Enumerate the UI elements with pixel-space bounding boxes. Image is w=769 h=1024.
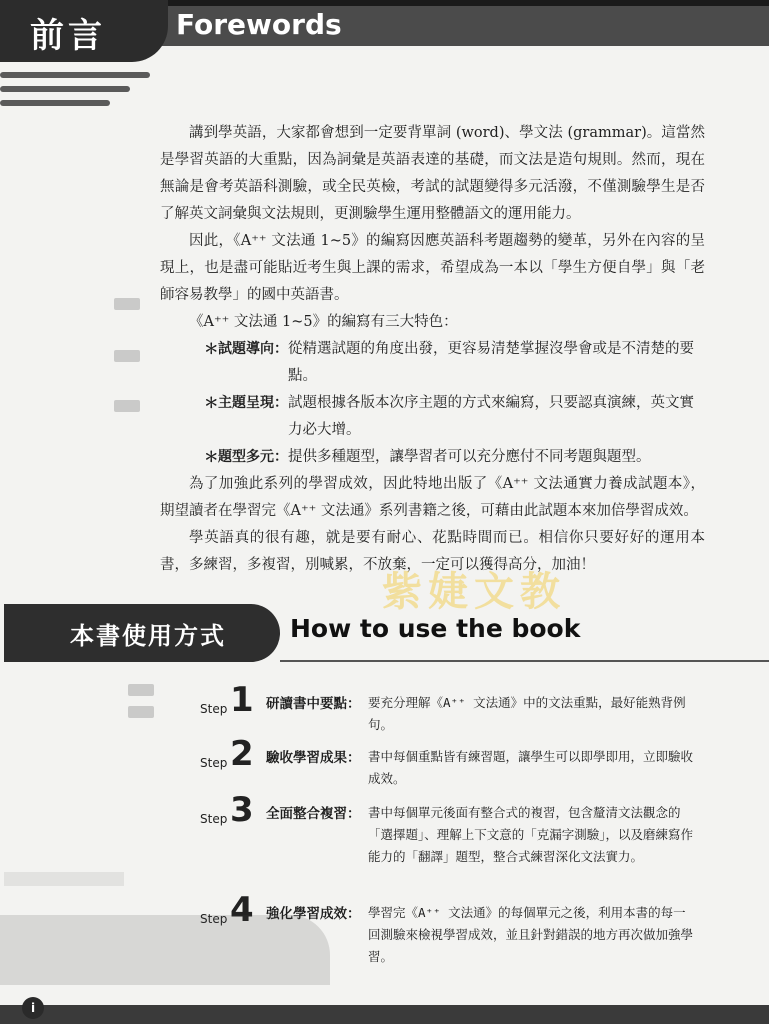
watermark: 紫婕文教 <box>382 568 566 615</box>
step-number: 3 <box>230 790 254 830</box>
step-number: 2 <box>230 734 254 774</box>
faint-tag <box>114 350 140 362</box>
section-title-en: How to use the book <box>290 614 581 643</box>
bullet-icon: ＊ <box>204 341 219 358</box>
bullet-icon: ＊ <box>204 395 219 412</box>
feature-name: 主題呈現： <box>218 395 288 411</box>
faint-bottom-block <box>0 915 330 985</box>
feature-item <box>204 390 705 444</box>
step-desc: 學習完《A⁺⁺ 文法通》的每個單元之後，利用本書的每一回測驗來檢視學習成效，並且針對錯誤的地方再次做加強學習。 <box>368 905 694 964</box>
step-label: Step <box>200 756 228 770</box>
page-number: i <box>22 997 44 1019</box>
feature-desc: 提供多種題型，讓學習者可以充分應付不同考題與題型。 <box>288 449 651 465</box>
feature-item <box>204 444 705 471</box>
paragraph: 《A⁺⁺ 文法通 1~5》的編寫有三大特色： <box>189 314 458 330</box>
faint-tag <box>114 400 140 412</box>
step-title: 全面整合複習： <box>266 806 361 822</box>
header-title-en: Forewords <box>176 8 342 41</box>
step-desc: 要充分理解《A⁺⁺ 文法通》中的文法重點，最好能熟背例句。 <box>368 695 686 732</box>
step-item <box>200 790 700 888</box>
step-desc: 書中每個重點皆有練習題，讓學生可以即學即用，立即驗收成效。 <box>368 749 694 786</box>
section-divider <box>280 660 769 662</box>
faint-tag <box>128 684 154 696</box>
foreword-body <box>160 120 705 579</box>
step-title: 強化學習成效： <box>266 906 361 922</box>
step-desc: 書中每個單元後面有整合式的複習，包含釐清文法觀念的「選擇題」、理解上下文意的「克漏字測驗」，以及磨練寫作能力的「翻譯」題型，整合式練習深化文法實力。 <box>368 805 694 864</box>
feature-desc: 從精選試題的角度出發，更容易清楚掌握沒學會或是不清楚的要點。 <box>288 341 694 384</box>
step-label: Step <box>200 702 228 716</box>
feature-item <box>204 336 705 390</box>
bullet-icon: ＊ <box>204 449 219 466</box>
decorative-line <box>0 86 130 92</box>
step-label: Step <box>200 912 228 926</box>
step-label: Step <box>200 812 228 826</box>
feature-name: 題型多元： <box>218 449 288 465</box>
step-title: 研讀書中要點： <box>266 696 361 712</box>
paragraph: 學英語真的很有趣，就是要有耐心、花點時間而已。相信你只要好好的運用本書，多練習，多複習，別喊累，不放棄，一定可以獲得高分，加油！ <box>160 530 705 573</box>
step-number: 1 <box>230 680 254 720</box>
paragraph: 為了加強此系列的學習成效，因此特地出版了《A⁺⁺ 文法通實力養成試題本》，期望讀者在學習完《A⁺⁺ 文法通》系列書籍之後，可藉由此試題本來加倍學習成效。 <box>160 476 705 519</box>
feature-name: 試題導向： <box>218 341 288 357</box>
feature-desc: 試題根據各版本次序主題的方式來編寫，只要認真演練，英文實力必大增。 <box>288 395 694 438</box>
step-number: 4 <box>230 890 254 930</box>
faint-tag <box>128 706 154 718</box>
header-title-cn: 前言 <box>30 16 106 56</box>
decorative-line <box>0 100 110 106</box>
step-title: 驗收學習成果： <box>266 750 361 766</box>
faint-bar <box>4 872 124 886</box>
section-title-cn: 本書使用方式 <box>70 622 226 650</box>
paragraph: 講到學英語，大家都會想到一定要背單詞 (word)、學文法 (grammar)。這當然是學習英語的大重點，因為詞彙是英語表達的基礎，而文法是造句規則。然而，現在無論是會考英語科測驗，或全民英檢，考試的試題變得多元活潑，不僅測驗學生是否了解英文詞彙與文法規則，更測驗學生運用整體語文的運用能力。 <box>160 125 705 222</box>
bottom-bar <box>0 1005 769 1024</box>
decorative-line <box>0 72 150 78</box>
paragraph: 因此，《A⁺⁺ 文法通 1~5》的編寫因應英語科考題趨勢的變革，另外在內容的呈現上，也是盡可能貼近考生與上課的需求，希望成為一本以「學生方便自學」與「老師容易教學」的國中英語書。 <box>160 233 705 303</box>
faint-tag <box>114 298 140 310</box>
